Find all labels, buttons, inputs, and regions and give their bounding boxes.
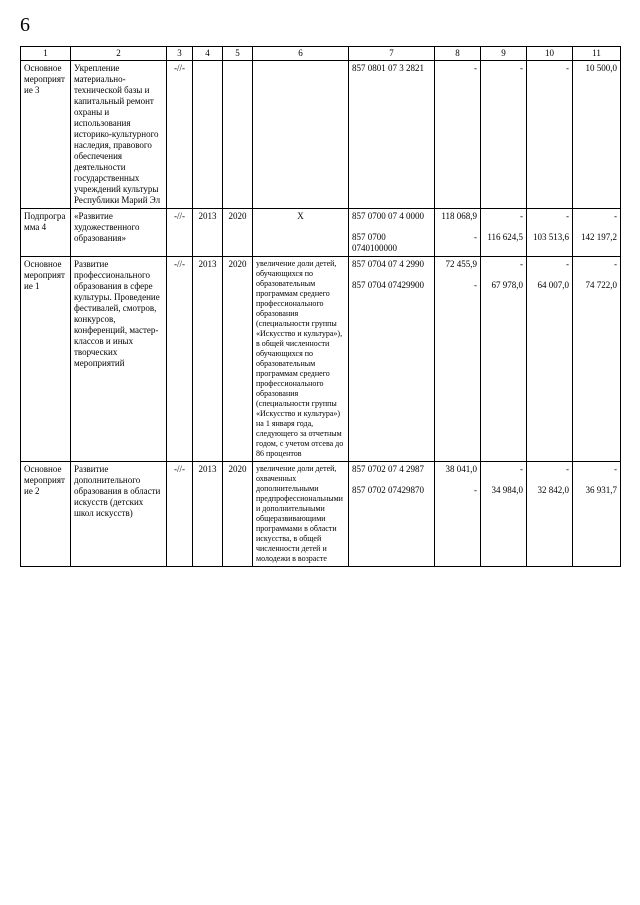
cell-end-year — [223, 61, 253, 209]
amount-a: - — [566, 464, 569, 474]
cell-amount — [573, 257, 621, 462]
cell-name: Развитие профессионального образования в сфере культуры. Проведение фестивалей, смотров, конкурсов, конференций, мастер-классов и иных творческих мероприятий — [71, 257, 167, 462]
amount-b: 34 984,0 — [491, 485, 523, 495]
budget-code-new: 857 0704 07429900 — [352, 280, 424, 290]
budget-code-old: 857 0700 07 4 0000 — [352, 211, 424, 221]
amount-a: - — [614, 211, 617, 221]
cell-status: Основное мероприятие 3 — [21, 61, 71, 209]
cell-amount: - — [435, 61, 481, 209]
budget-code-new: 857 0702 07429870 — [352, 485, 424, 495]
cell-start-year: 2013 — [193, 209, 223, 257]
cell-amount — [527, 209, 573, 257]
cell-executor: -//- — [167, 209, 193, 257]
cell-amount: 10 500,0 — [573, 61, 621, 209]
amount-a: - — [566, 211, 569, 221]
amount-b: 74 722,0 — [585, 280, 617, 290]
col-number: 2 — [71, 47, 167, 61]
table-row — [21, 462, 621, 567]
budget-code-new: 857 0700 0740100000 — [352, 232, 397, 253]
col-number: 6 — [253, 47, 349, 61]
col-number: 8 — [435, 47, 481, 61]
amount-a: 38 041,0 — [445, 464, 477, 474]
cell-budget-code — [349, 257, 435, 462]
cell-amount — [435, 257, 481, 462]
cell-amount — [573, 462, 621, 567]
amount-b: 116 624,5 — [487, 232, 523, 242]
cell-amount: - — [527, 61, 573, 209]
amount-a: - — [566, 259, 569, 269]
amount-a: 118 068,9 — [441, 211, 477, 221]
cell-budget-code: 857 0801 07 3 2821 — [349, 61, 435, 209]
budget-code-old: 857 0704 07 4 2990 — [352, 259, 424, 269]
col-number: 1 — [21, 47, 71, 61]
amount-b: - — [474, 485, 477, 495]
amount-b: 32 842,0 — [537, 485, 569, 495]
cell-executor: -//- — [167, 257, 193, 462]
cell-name: Укрепление материально-технической базы и капитальный ремонт охраны и использования историко-культурного наследия, правового обеспечения деятельности государственных учреждений культуры Республики Марий Эл — [71, 61, 167, 209]
col-number: 5 — [223, 47, 253, 61]
cell-end-year: 2020 — [223, 462, 253, 567]
amount-a: 72 455,9 — [445, 259, 477, 269]
col-number: 9 — [481, 47, 527, 61]
cell-amount — [527, 257, 573, 462]
amount-b: 67 978,0 — [491, 280, 523, 290]
cell-amount — [573, 209, 621, 257]
cell-amount — [527, 462, 573, 567]
cell-amount — [481, 462, 527, 567]
cell-start-year — [193, 61, 223, 209]
cell-result: Х — [253, 209, 349, 257]
col-number: 4 — [193, 47, 223, 61]
amount-b: - — [474, 232, 477, 242]
amount-b: 142 197,2 — [581, 232, 617, 242]
cell-amount — [435, 462, 481, 567]
table-row — [21, 257, 621, 462]
cell-executor: -//- — [167, 61, 193, 209]
col-number: 7 — [349, 47, 435, 61]
col-number: 10 — [527, 47, 573, 61]
budget-code-old: 857 0702 07 4 2987 — [352, 464, 424, 474]
program-table — [20, 46, 621, 567]
cell-amount — [481, 209, 527, 257]
table-row — [21, 61, 621, 209]
page-number: 6 — [20, 14, 30, 36]
amount-a: - — [520, 211, 523, 221]
table-row — [21, 209, 621, 257]
cell-start-year: 2013 — [193, 462, 223, 567]
cell-end-year: 2020 — [223, 257, 253, 462]
amount-a: - — [614, 464, 617, 474]
cell-budget-code — [349, 462, 435, 567]
cell-result — [253, 61, 349, 209]
column-number-row — [21, 47, 621, 61]
cell-executor: -//- — [167, 462, 193, 567]
cell-end-year: 2020 — [223, 209, 253, 257]
cell-name: Развитие дополнительного образования в области искусств (детских школ искусств) — [71, 462, 167, 567]
cell-name: «Развитие художественного образования» — [71, 209, 167, 257]
cell-budget-code — [349, 209, 435, 257]
col-number: 3 — [167, 47, 193, 61]
amount-b: - — [474, 280, 477, 290]
amount-a: - — [520, 464, 523, 474]
cell-result: увеличение доли детей, обучающихся по образовательным программам среднего профессионального образования (специальности группы «Искусство и культура»), в общей численности обучающихся по образовательным программам среднего профессионального образования (специальности группы «Искусство и культура») на 1 января года, следующего за отчетным годом, с учетом отсева до 86 процентов — [253, 257, 349, 462]
cell-result: увеличение доли детей, охваченных дополнительными предпрофессиональными и дополнительными общеразвивающими программами в области искусства, в общей численности детей и молодежи в возрасте — [253, 462, 349, 567]
amount-a: - — [520, 259, 523, 269]
cell-status: Основное мероприятие 1 — [21, 257, 71, 462]
cell-start-year: 2013 — [193, 257, 223, 462]
amount-b: 103 513,6 — [533, 232, 569, 242]
cell-status: Подпрограмма 4 — [21, 209, 71, 257]
cell-amount — [481, 257, 527, 462]
amount-b: 36 931,7 — [585, 485, 617, 495]
col-number: 11 — [573, 47, 621, 61]
cell-status: Основное мероприятие 2 — [21, 462, 71, 567]
amount-a: - — [614, 259, 617, 269]
cell-amount: - — [481, 61, 527, 209]
cell-amount — [435, 209, 481, 257]
amount-b: 64 007,0 — [537, 280, 569, 290]
